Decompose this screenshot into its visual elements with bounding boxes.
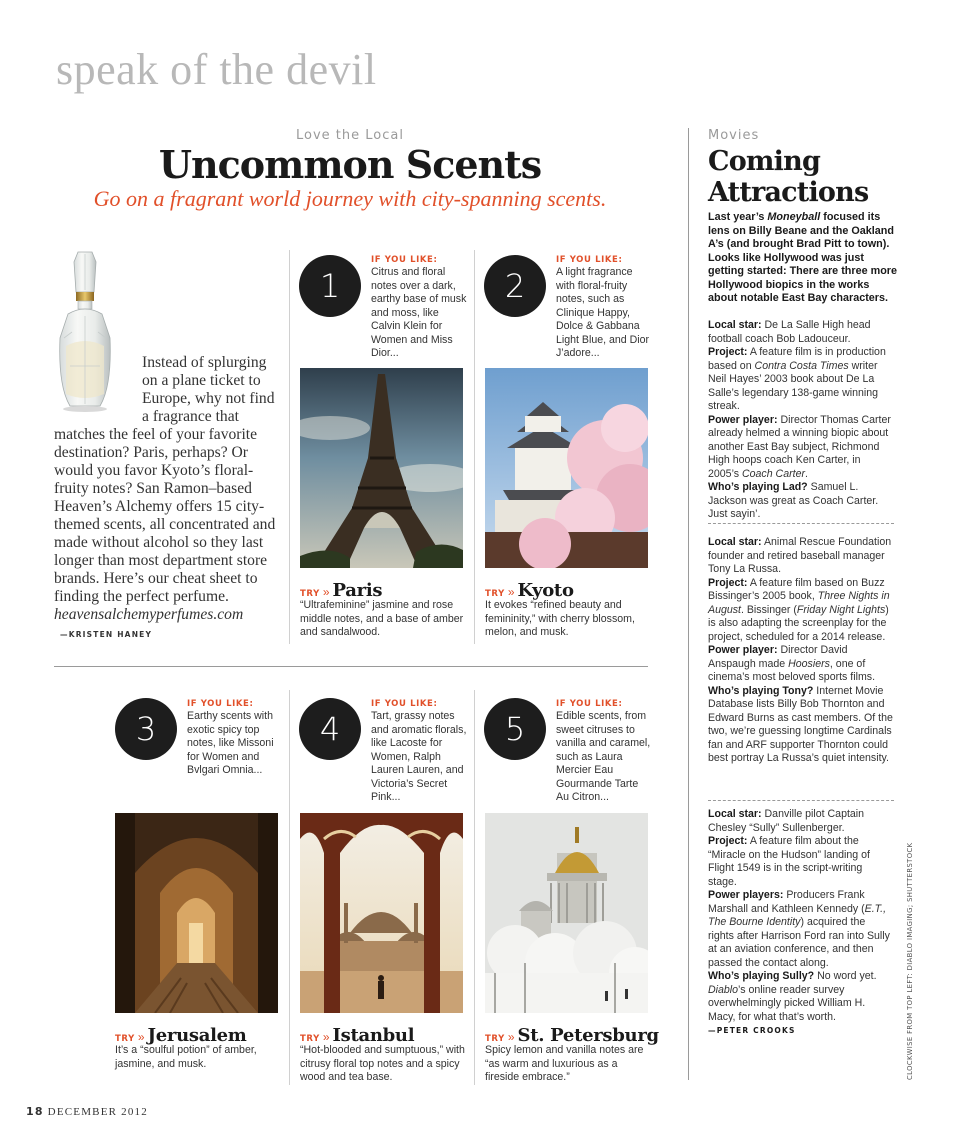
entry-label: Local star: [708, 319, 762, 331]
try-arrow: » [507, 585, 515, 599]
biopic-entry [708, 808, 894, 1038]
entry-text: ) acquired the rights after Harrison Ford ran into Sully at an aviation conference, and then passed the contact along. [708, 916, 890, 969]
biopic-entry [708, 536, 894, 766]
entry-italic: Three Nights in August [708, 590, 890, 616]
intro-text: Instead of splurging on a plane ticket to Europe, why not find a fragrance that matches the feel of your favorite destination? Paris, perhaps? Or would you favor Kyoto’s floral-fruity notes? San Ramon–based Heaven’s Alchemy offers 15 city-themed scents, all concentrated and made without alcohol so they last longer than most department store brands. Here’s our cheat sheet to finding the perfect perfume. [54, 354, 276, 605]
film-title: Moneyball [767, 211, 821, 223]
entry-label: Power player: [708, 413, 778, 426]
sidebar-kicker: Movies [708, 128, 760, 143]
try-label: TRY [300, 1034, 320, 1044]
entry-text: , one of cinema’s most beloved sports films. [708, 657, 876, 683]
entry-text: Animal Rescue Foundation founder and retired baseball manager Tony La Russa. [708, 536, 892, 575]
entry-label: Local star: [708, 536, 762, 548]
biopic-entry [708, 319, 894, 522]
japanese-castle-photo [485, 368, 648, 568]
sidebar-intro [708, 211, 898, 306]
entry-text: De La Salle High head football coach Bob Ladouceur. [708, 319, 871, 345]
city-name: Jerusalem [147, 1025, 247, 1046]
sidebar-divider [688, 128, 689, 1080]
number-circle: 4 [299, 698, 361, 760]
entry-divider [708, 800, 894, 801]
entry-label: Power players: [708, 889, 784, 901]
entry-text: A feature film is in production based on [708, 346, 886, 372]
if-you-like-text: A light fragrance with floral-fruity notes, such as Clinique Happy, Dolce & Gabbana Light Blue, and Dior J’adore... [556, 266, 650, 359]
entry-italic: Diablo [708, 983, 739, 996]
article-kicker: Love the Local [296, 128, 404, 143]
try-line [300, 1025, 414, 1046]
column-divider [289, 250, 290, 644]
entry-text: Director David Anspaugh made [708, 644, 848, 670]
mosque-courtyard-photo [300, 813, 463, 1013]
if-you-like-text: Edible scents, from sweet citruses to vanilla and caramel, such as Laura Mercier Eau Gourmande Tarte Au Citron... [556, 710, 651, 803]
if-you-like-label: IF YOU LIKE: [556, 255, 623, 265]
sidebar-headline: Coming Attractions [708, 146, 869, 208]
entry-label: Who’s playing Sully? [708, 970, 815, 982]
try-line [485, 580, 574, 601]
scent-description: Spicy lemon and vanilla notes are “as warm and luxurious as a fireside embrace.” [485, 1044, 644, 1083]
entry-italic: Contra Costa Times [754, 359, 849, 372]
entry-label: Who’s playing Lad? [708, 481, 808, 493]
entry-text: . [804, 467, 808, 480]
city-name: Paris [332, 580, 383, 601]
photo-credit: CLOCKWISE FROM TOP LEFT: DIABLO IMAGING; SHUTTERSTOCK [906, 842, 914, 1080]
entry-text: ) is also adapting the screenplay for the project, scheduled for a 2014 release. [708, 603, 889, 643]
entry-label: Power player: [708, 644, 778, 656]
scent-description: “Hot-blooded and sumptuous,” with citrusy floral top notes and a spicy wood and tea base. [300, 1044, 465, 1083]
scent-description: It’s a “soulful potion” of amber, jasmine, and musk. [115, 1044, 257, 1070]
try-label: TRY [300, 589, 320, 599]
entry-label: Project: [708, 576, 748, 589]
if-you-like-text: Earthy scents with exotic spicy top notes, like Missoni for Women and Bvlgari Omnia... [187, 710, 274, 776]
entry-italic: E.T., The Bourne Identity [708, 902, 887, 928]
try-arrow: » [322, 1030, 330, 1044]
snowy-cathedral-photo [485, 813, 648, 1013]
section-title: speak of the devil [56, 45, 377, 94]
entry-text: A feature film based on Buzz Bissinger’s 2005 book, [708, 576, 885, 602]
try-line [485, 1025, 659, 1046]
try-arrow: » [507, 1030, 515, 1044]
column-divider [474, 250, 475, 644]
entry-italic: Coach Carter [741, 467, 805, 480]
try-line [300, 580, 382, 601]
if-you-like-label: IF YOU LIKE: [187, 699, 254, 709]
try-label: TRY [115, 1034, 135, 1044]
if-you-like-label: IF YOU LIKE: [371, 699, 438, 709]
entry-text: No word yet. [817, 970, 877, 982]
row-divider [54, 666, 648, 667]
number-circle: 1 [299, 255, 361, 317]
city-name: Istanbul [332, 1025, 415, 1046]
entry-italic: Friday Night Lights [796, 603, 886, 616]
entry-label: Project: [708, 835, 748, 847]
entry-divider [708, 523, 894, 524]
sidebar-byline: —PETER CROOKS [708, 1026, 796, 1035]
if-you-like-label: IF YOU LIKE: [371, 255, 438, 265]
entry-italic: Hoosiers [788, 657, 830, 670]
eiffel-tower-photo [300, 368, 463, 568]
old-city-alley-photo [115, 813, 278, 1013]
if-you-like-text: Tart, grassy notes and aromatic florals, like Lacoste for Women, Ralph Lauren Lauren, and Victoria’s Secret Pink... [371, 710, 467, 803]
city-name: Kyoto [517, 580, 574, 601]
entry-text: ’s online reader survey overwhelmingly picked William H. Macy, for what that’s worth. [708, 983, 866, 1023]
entry-text: . Bissinger ( [740, 603, 797, 616]
article-dek: Go on a fragrant world journey with city-spanning scents. [93, 186, 607, 211]
byline: —KRISTEN HANEY [60, 630, 153, 639]
entry-label: Project: [708, 346, 748, 358]
city-name: St. Petersburg [517, 1025, 659, 1046]
issue-date: DECEMBER 2012 [47, 1106, 148, 1118]
article-headline: Uncommon Scents [158, 142, 542, 187]
scent-description: It evokes “refined beauty and femininity,” with cherry blossom, melon, and musk. [485, 599, 635, 638]
page-number: 18 [26, 1105, 44, 1118]
entry-label: Who’s playing Tony? [708, 684, 814, 697]
try-line [115, 1025, 247, 1046]
page-folio [26, 1105, 148, 1118]
entry-text: Internet Movie Database lists Billy Bob Thornton and Edward Burns as cast members. Of the two, we’re guessing longtime Cardinals fan and ARF supporter Thornton could best portray La Russa’s quiet intensity. [708, 684, 893, 764]
intro-text: Last year’s [708, 211, 768, 223]
entry-text: Samuel L. Jackson was great as Coach Carter. Just sayin’. [708, 481, 879, 520]
entry-text: Danville pilot Captain Chesley “Sully” Sullenberger. [708, 808, 865, 834]
try-arrow: » [137, 1030, 145, 1044]
if-you-like-label: IF YOU LIKE: [556, 699, 623, 709]
if-you-like-text: Citrus and floral notes over a dark, earthy base of musk and moss, like Calvin Klein for Women and Miss Dior... [371, 266, 467, 359]
intro-paragraph [54, 354, 278, 644]
entry-text: Producers Frank Marshall and Kathleen Kennedy ( [708, 889, 865, 915]
number-circle: 5 [484, 698, 546, 760]
website-link[interactable]: heavensalchemyperfumes.com [54, 606, 244, 623]
scent-description: “Ultrafeminine” jasmine and rose middle notes, and a base of amber and sandalwood. [300, 599, 464, 638]
column-divider [289, 690, 290, 1085]
try-label: TRY [485, 1034, 505, 1044]
entry-text: writer Neil Hayes’ 2003 book about De La Salle’s legendary 138-game winning streak. [708, 359, 879, 412]
try-arrow: » [322, 585, 330, 599]
column-divider [474, 690, 475, 1085]
intro-text: focused its lens on Billy Beane and the Oakland A’s (and brought Brad Pitt to town). Looks like Hollywood was just getting started: There are three more Hollywood biopics in the works about notable East Bay characters. [708, 211, 897, 304]
number-circle: 3 [115, 698, 177, 760]
number-circle: 2 [484, 255, 546, 317]
entry-text: Director Thomas Carter already helmed a winning biopic about another East Bay subject, Richmond High hoops coach Ken Carter, in 2005’s [708, 413, 891, 480]
try-label: TRY [485, 589, 505, 599]
entry-text: A feature film about the “Miracle on the Hudson” landing of Flight 1549 is in the script-writing stage. [708, 835, 870, 888]
entry-label: Local star: [708, 808, 762, 820]
